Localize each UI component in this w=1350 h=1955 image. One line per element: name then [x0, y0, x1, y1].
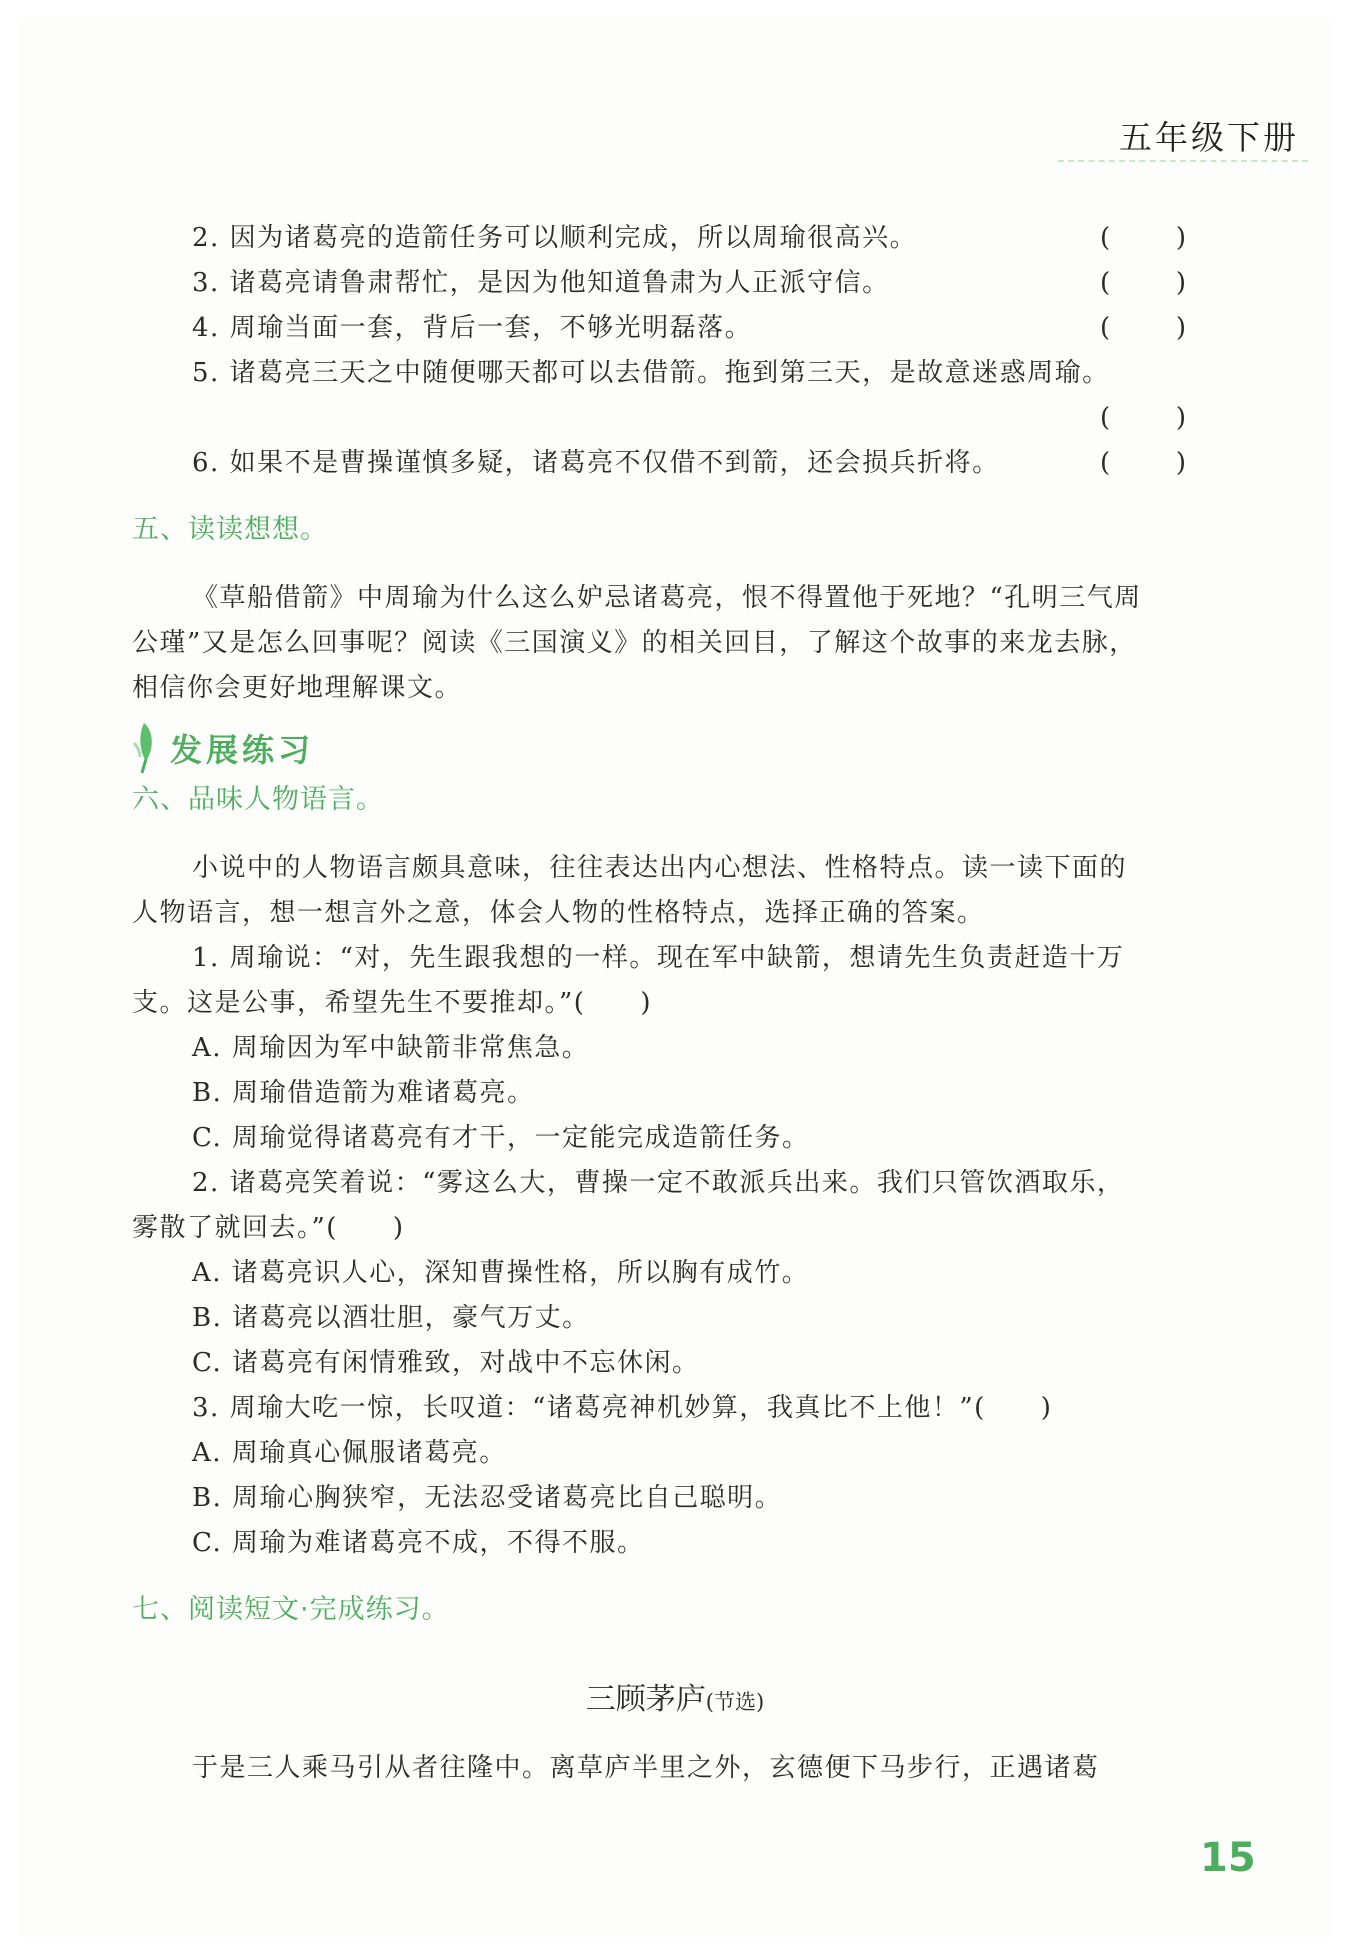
answer-blank-5[interactable]: ( ): [1100, 403, 1186, 433]
question-1-option-c[interactable]: C. 周瑜觉得诸葛亮有才干，一定能完成造箭任务。: [192, 1123, 810, 1153]
section-5-line-2: 公瑾”又是怎么回事呢？阅读《三国演义》的相关回目，了解这个故事的来龙去脉，: [132, 628, 1137, 658]
section-7-heading: 七、阅读短文·完成练习。: [132, 1594, 450, 1625]
question-3-option-c[interactable]: C. 周瑜为难诸葛亮不成，不得不服。: [192, 1528, 645, 1558]
question-3-line-1: 3. 周瑜大吃一惊，长叹道：“诸葛亮神机妙算，我真比不上他！”( ): [192, 1393, 1053, 1423]
question-3-option-a[interactable]: A. 周瑜真心佩服诸葛亮。: [192, 1438, 507, 1468]
judgment-item-2: 2. 因为诸葛亮的造箭任务可以顺利完成，所以周瑜很高兴。: [192, 223, 918, 253]
development-practice-title: [130, 720, 314, 776]
development-practice-label: 发展练习: [170, 731, 315, 769]
answer-blank-4[interactable]: ( ): [1100, 313, 1186, 343]
question-2-option-b[interactable]: B. 诸葛亮以酒壮胆，豪气万丈。: [192, 1303, 590, 1333]
question-2-line-2: 雾散了就回去。”( ): [132, 1213, 405, 1243]
section-6-intro-1: 小说中的人物语言颇具意味，往往表达出内心想法、性格特点。读一读下面的: [192, 853, 1128, 883]
judgment-item-3: 3. 诸葛亮请鲁肃帮忙，是因为他知道鲁肃为人正派守信。: [192, 268, 890, 298]
story-body-line-1: 于是三人乘马引从者往隆中。离草庐半里之外，玄德便下马步行，正遇诸葛: [192, 1753, 1100, 1783]
header-divider: [1058, 160, 1308, 162]
judgment-item-6: 6. 如果不是曹操谨慎多疑，诸葛亮不仅借不到箭，还会损兵折将。: [192, 448, 1000, 478]
section-5-line-3: 相信你会更好地理解课文。: [132, 673, 463, 703]
answer-blank-6[interactable]: ( ): [1100, 448, 1186, 478]
answer-blank-2[interactable]: ( ): [1100, 223, 1186, 253]
question-2-option-a[interactable]: A. 诸葛亮识人心，深知曹操性格，所以胸有成竹。: [192, 1258, 810, 1288]
question-2-option-c[interactable]: C. 诸葛亮有闲情雅致，对战中不忘休闲。: [192, 1348, 700, 1378]
page-number: 15: [1200, 1835, 1256, 1881]
section-5-heading: 五、读读想想。: [132, 514, 328, 545]
answer-blank-3[interactable]: ( ): [1100, 268, 1186, 298]
grade-label: 五年级下册: [1119, 118, 1299, 157]
question-1-line-1: 1. 周瑜说：“对，先生跟我想的一样。现在军中缺箭，想请先生负责赶造十万: [192, 943, 1125, 973]
question-1-option-b[interactable]: B. 周瑜借造箭为难诸葛亮。: [192, 1078, 535, 1108]
question-2-line-1: 2. 诸葛亮笑着说：“雾这么大，曹操一定不敢派兵出来。我们只管饮酒取乐，: [192, 1168, 1125, 1198]
section-5-line-1: 《草船借箭》中周瑜为什么这么妒忌诸葛亮，恨不得置他于死地？“孔明三气周: [192, 583, 1142, 613]
question-1-line-2: 支。这是公事，希望先生不要推却。”( ): [132, 988, 653, 1018]
story-title-note: (节选): [705, 1690, 765, 1714]
question-1-option-a[interactable]: A. 周瑜因为军中缺箭非常焦急。: [192, 1033, 590, 1063]
leaf-icon: [130, 721, 160, 775]
section-6-intro-2: 人物语言，想一想言外之意，体会人物的性格特点，选择正确的答案。: [132, 898, 985, 928]
story-title-text: 三顾茅庐: [585, 1682, 706, 1717]
question-3-option-b[interactable]: B. 周瑜心胸狭窄，无法忍受诸葛亮比自己聪明。: [192, 1483, 783, 1513]
story-title: [0, 1680, 1350, 1722]
judgment-item-5: 5. 诸葛亮三天之中随便哪天都可以去借箭。拖到第三天，是故意迷惑周瑜。: [192, 358, 1110, 388]
section-6-heading: 六、品味人物语言。: [132, 784, 384, 815]
judgment-item-4: 4. 周瑜当面一套，背后一套，不够光明磊落。: [192, 313, 753, 343]
